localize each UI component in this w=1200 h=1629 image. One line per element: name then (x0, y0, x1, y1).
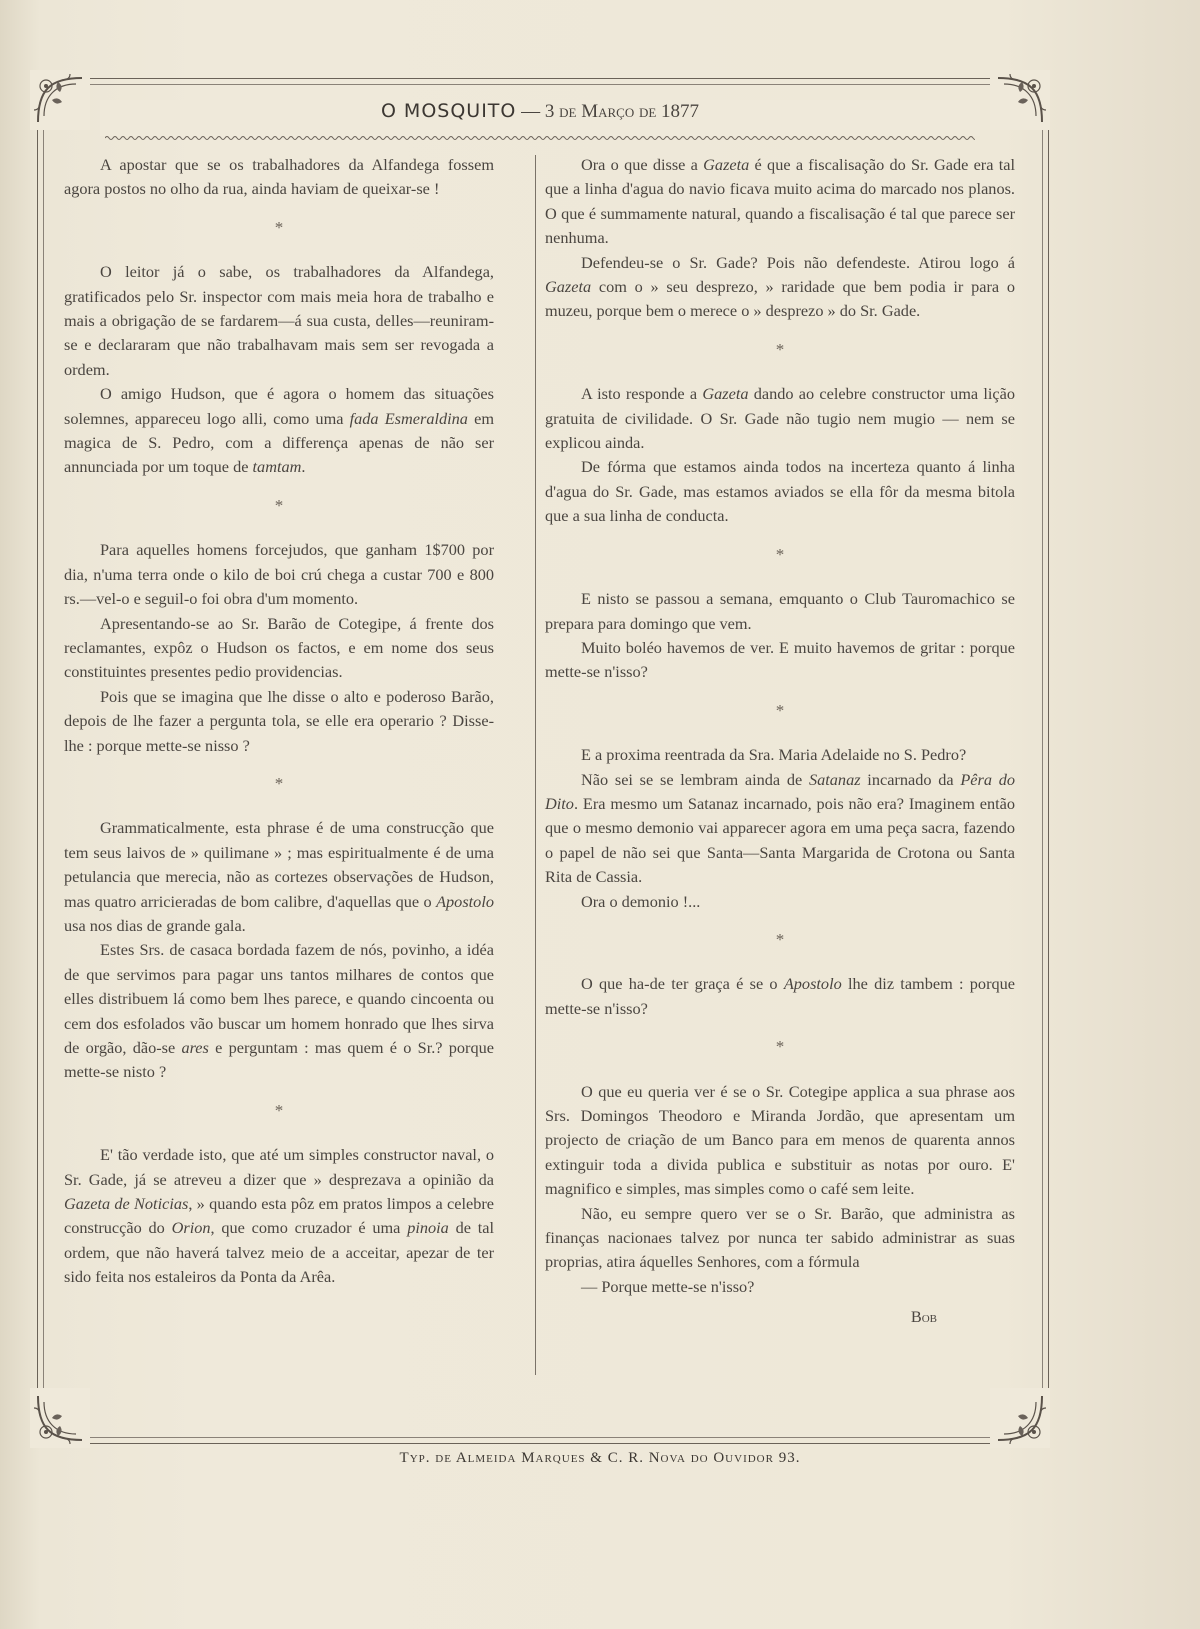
text-run: Estes Srs. de casaca bordada fazem de nós, povinho, a idéa de que servimos para pagar uns tantos milhares de contos que elles distribuem lá como bem lhes parece, e quando cincoenta ou cem dos esfolados vão buscar um homem honrado que lhes sirva de orgão, dão-se (64, 940, 494, 1057)
corner-ornament-icon (990, 70, 1050, 130)
paragraph (545, 972, 1015, 1021)
italic-run: pinoia (407, 1218, 449, 1238)
page-header (100, 100, 980, 136)
section-star: * (274, 773, 284, 793)
text-run: Não sei se se lembram ainda de (581, 769, 809, 789)
text-run: , » quando esta pôz em pratos limpos a celebre construcção do (64, 1194, 495, 1238)
italic-run: tamtam (252, 457, 302, 477)
section-star: * (775, 544, 785, 564)
paragraph: O leitor já o sabe, os trabalhadores da Alfandega, gratificados pelo Sr. inspector com mais meia hora de trabalho e mais a obrigação de se fardarem—á sua custa, delles—reuniram-se e declararam que não trabalhavam mais sem ser revogada a ordem. (64, 262, 494, 379)
text-run: lhe diz tambem : porque mette-se n'isso? (545, 974, 1016, 1018)
text-run: . (301, 457, 306, 477)
text-run: dando ao celebre constructor uma lição gratuita de civilidade. O Sr. Gade não tugio nem mugio — nem se explicou ainda. (545, 384, 1015, 453)
printer-imprint: Typ. de Almeida Marques & C. R. Nova do Ouvidor 93. (399, 1450, 801, 1466)
issue-date: 3 de Março de 1877 (544, 101, 700, 122)
paragraph: E a proxima reentrada da Sra. Maria Adelaide no S. Pedro? (581, 745, 967, 765)
corner-ornament-icon (30, 70, 90, 130)
text-run: A isto responde a (581, 384, 703, 404)
paragraph: Pois que se imagina que lhe disse o alto e poderoso Barão, depois de lhe fazer a pergunta tola, se elle era operario ? Disse-lhe : porque mette-se nisso ? (64, 686, 494, 755)
wavy-rule-icon (105, 134, 975, 142)
section-star: * (274, 217, 284, 237)
section-star: * (775, 929, 785, 949)
paragraph: Não, eu sempre quero ver se o Sr. Barão, que administra as finanças nacionaes talvez por nunca ter sabido administrar as suas proprias, atira áquelles Senhores, com a fórmula (545, 1203, 1015, 1272)
paragraph: Muito boléo havemos de ver. E muito havemos de gritar : porque mette-se n'isso? (545, 637, 1015, 682)
text-run: Grammaticalmente, esta phrase é de uma construcção que tem seus laivos de » quilimane » ; mas espiritualmente é de uma petulancia que merecia, não as cortezes observações de Hudson, mas quatro arricieradas de bom calibre, d'aquellas que o (64, 818, 494, 911)
text-run: , que como cruzador é uma (210, 1218, 408, 1238)
italic-run: Gazeta (703, 155, 750, 174)
text-run: E' tão verdade isto, que até um simples constructor naval, o Sr. Gade, já se atreveu a dizer que » desprezava a opinião da (64, 1145, 494, 1189)
text-run: Defendeu-se o Sr. Gade? Pois não defendeste. Atirou logo á (581, 252, 1015, 272)
text-run: Ora o que disse a (581, 155, 704, 174)
italic-run: Gazeta de Noticias (64, 1194, 189, 1214)
section-star: * (775, 339, 785, 359)
italic-run: Apostolo (436, 891, 494, 911)
paragraph: Apresentando-se ao Sr. Barão de Cotegipe, á frente dos reclamantes, expôz o Hudson os factos, e em nome dos seus constituintes presentes pedio providencias. (64, 613, 494, 682)
paragraph: Para aquelles homens forcejudos, que ganham 1$700 por dia, n'uma terra onde o kilo de boi crú chega a custar 700 e 800 rs.—vel-o e seguil-o foi obra d'um momento. (64, 540, 494, 609)
text-run: e perguntam : mas quem é o Sr.? porque mette-se nisto ? (64, 1038, 494, 1082)
paragraph (545, 382, 1015, 455)
paragraph: A apostar que se os trabalhadores da Alfandega fossem agora postos no olho da rua, ainda haviam de queixar-se ! (64, 155, 494, 199)
masthead-title: O MOSQUITO (380, 100, 517, 122)
paragraph (64, 816, 494, 938)
italic-run: Apostolo (783, 974, 842, 994)
paragraph: E nisto se passou a semana, emquanto o Club Tauromachico se prepara para domingo que vem. (545, 589, 1015, 633)
paragraph (545, 251, 1015, 324)
header-dash: — (516, 101, 545, 122)
italic-run: Gazeta (702, 384, 749, 404)
text-run: de tal ordem, que não haverá talvez meio de a acceitar, apezar de ter sido feita nos estaleiros da Ponta da Arêa. (64, 1218, 495, 1287)
column-divider (535, 155, 536, 1375)
text-run: com o » seu desprezo, » raridade que bem podia ir para o muzeu, porque bem o merece o » desprezo » do Sr. Gade. (545, 277, 1015, 321)
text-run: O amigo Hudson, que é agora o homem das situações solemnes, appareceu logo alli, como uma (64, 384, 494, 428)
paragraph: De fórma que estamos ainda todos na incerteza quanto á linha d'agua do Sr. Gade, mas estamos aviados se ella fôr da mesma bitola que a sua linha de conducta. (545, 457, 1015, 526)
italic-run: fada Esmeraldina (349, 408, 468, 428)
text-run: usa nos dias de grande gala. (64, 915, 246, 935)
italic-run: Gazeta (545, 277, 592, 297)
paragraph (64, 938, 494, 1084)
corner-ornament-icon (990, 1388, 1050, 1448)
left-column (64, 153, 494, 1290)
right-column (545, 153, 1015, 1330)
text-run: O que ha-de ter graça é se o (581, 974, 784, 994)
text-run: . Era mesmo um Satanaz incarnado, pois não era? Imaginem então que o mesmo demonio vai apparecer agora em uma peça sacra, fazendo o papel de não sei que Santa—Santa Margarida de Crotona ou Santa Rita de Cassia. (545, 793, 1015, 887)
paragraph: Ora o demonio !... (581, 891, 701, 911)
text-run: é que a fiscalisação do Sr. Gade era tal que a linha d'agua do navio ficava muito acima do marcado nos planos. O que é summamente natural, quando a fiscalisação é tal que parece ser nenhuma. (545, 155, 1015, 248)
paragraph: O que eu queria ver é se o Sr. Cotegipe applica a sua phrase aos Srs. Domingos Theodoro e Miranda Jordão, que apresentam um projecto de criação de um Banco para em menos de quarenta annos extinguir toda a divida publica e substituir as notas por ouro. E' magnifico e simples, mas simples como o café sem leite. (545, 1081, 1015, 1199)
section-star: * (775, 1037, 785, 1057)
paragraph (64, 1143, 494, 1289)
italic-run: ares (181, 1038, 209, 1057)
paragraph (545, 768, 1015, 890)
section-star: * (274, 1100, 284, 1120)
italic-run: Satanaz (808, 769, 861, 789)
corner-ornament-icon (30, 1388, 90, 1448)
paragraph: — Porque mette-se n'isso? (581, 1276, 755, 1296)
text-run: incarnado da (860, 769, 961, 789)
paragraph (545, 153, 1015, 251)
section-star: * (775, 700, 785, 720)
author-signature: Bob (910, 1307, 937, 1327)
italic-run: Pêra do Dito (545, 769, 1015, 813)
italic-run: Orion (171, 1218, 211, 1238)
text-run: em magica de S. Pedro, com a differença apenas de não ser annunciada por um toque de (64, 408, 495, 477)
section-star: * (274, 495, 284, 515)
paragraph (64, 382, 494, 480)
